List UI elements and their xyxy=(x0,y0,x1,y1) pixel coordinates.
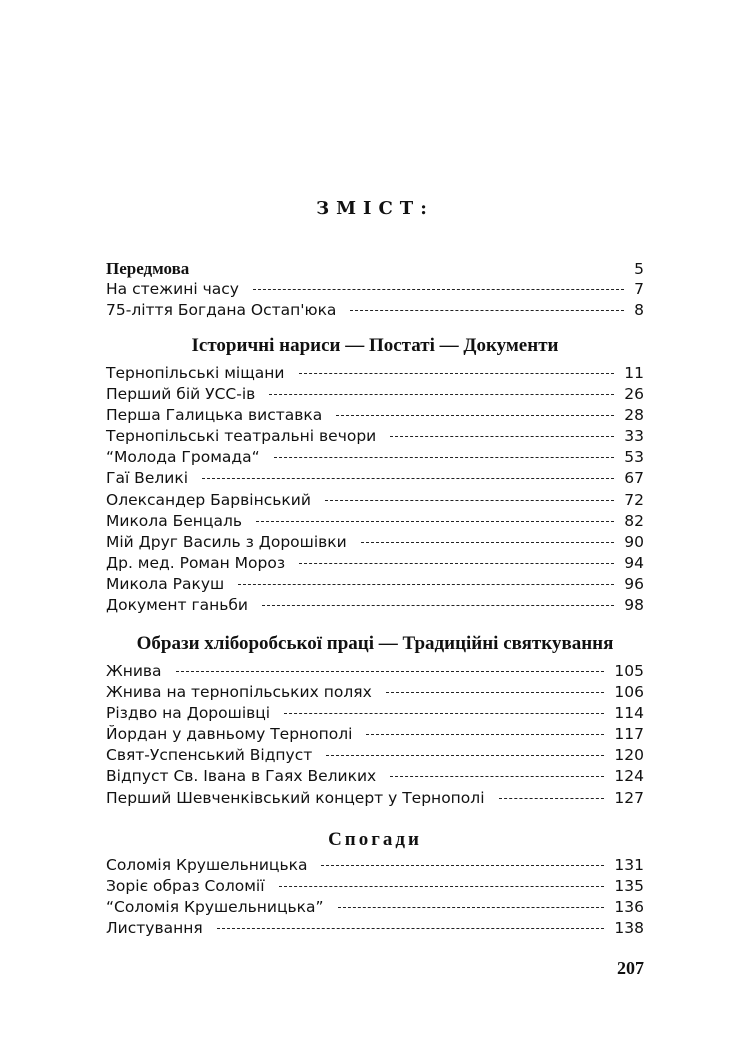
toc-entry-label: “Молода Громада“ xyxy=(106,448,260,467)
toc-entry xyxy=(106,468,644,489)
section-heading-memoirs: Спогади xyxy=(328,829,422,850)
section-entries-memoirs xyxy=(106,855,644,939)
toc-entry xyxy=(106,703,644,724)
toc-entry xyxy=(106,279,644,300)
toc-entry-page: 5 xyxy=(634,260,644,278)
leader-dots xyxy=(326,755,604,756)
toc-entry-page: 11 xyxy=(624,364,644,382)
toc-entry-page: 117 xyxy=(614,725,644,744)
toc-entry-page: 53 xyxy=(624,448,644,467)
toc-entry xyxy=(106,876,644,897)
leader-dots xyxy=(274,457,615,458)
toc-entry-label: Свят-Успенський Відпуст xyxy=(106,746,313,765)
toc-entry xyxy=(106,855,644,876)
toc-entry-label: Жнива на тернопільських полях xyxy=(106,683,372,702)
toc-entry-page: 124 xyxy=(614,767,644,786)
toc-entry-page: 82 xyxy=(624,511,644,530)
leader-dots xyxy=(253,289,624,290)
leader-dots xyxy=(336,415,614,416)
toc-entry xyxy=(106,745,644,766)
toc-entry-label: Документ ганьби xyxy=(106,596,248,615)
toc-entry xyxy=(106,300,644,321)
toc-entry xyxy=(106,384,644,405)
leader-dots xyxy=(256,521,614,522)
toc-entry-label: Жнива xyxy=(106,662,162,680)
toc-entry-page: 33 xyxy=(624,427,644,446)
toc-entry-label: 75-ліття Богдана Остап'юка xyxy=(106,301,337,320)
toc-entry xyxy=(106,682,644,703)
toc-entry-label: Передмова xyxy=(106,259,190,278)
page-number: 207 xyxy=(617,958,644,978)
toc-entry-label: Йордан у давньому Тернополі xyxy=(106,725,353,744)
leader-dots xyxy=(279,886,605,887)
toc-entry xyxy=(106,661,644,682)
toc-entry-label: Тернопільські міщани xyxy=(106,364,285,382)
toc-entry-page: 28 xyxy=(624,406,644,425)
toc-entry-page: 120 xyxy=(614,746,644,765)
toc-entry-page: 136 xyxy=(614,898,644,917)
toc-entry-page: 72 xyxy=(624,490,644,509)
toc-entry-page: 98 xyxy=(624,596,644,615)
toc-entry xyxy=(106,490,644,511)
leader-dots xyxy=(350,310,624,311)
toc-entry-label: Соломія Крушельницька xyxy=(106,856,308,874)
section-heading-traditions: Образи хліборобської праці — Традиційні святкування xyxy=(136,633,614,654)
toc-entry xyxy=(106,405,644,426)
toc-entry-page: 135 xyxy=(614,877,644,896)
toc-entry-page: 96 xyxy=(624,574,644,593)
toc-entry xyxy=(106,595,644,616)
toc-entry-label: “Соломія Крушельницька” xyxy=(106,898,324,917)
toc-entry xyxy=(106,553,644,574)
leader-dots xyxy=(269,394,614,395)
toc-entry-page: 106 xyxy=(614,683,644,702)
leader-dots xyxy=(338,907,605,908)
preface-list xyxy=(106,258,644,321)
toc-entry-page: 114 xyxy=(614,704,644,723)
leader-dots xyxy=(176,671,605,672)
toc-entry-label: Листування xyxy=(106,919,203,938)
leader-dots xyxy=(238,584,614,585)
toc-entry-label: Перший Шевченківський концерт у Тернополі xyxy=(106,788,485,807)
toc-entry-label: Микола Бенцаль xyxy=(106,511,243,530)
leader-dots xyxy=(325,500,614,501)
toc-entry-page: 127 xyxy=(614,788,644,807)
leader-dots xyxy=(284,713,604,714)
toc-entry xyxy=(106,532,644,553)
toc-entry xyxy=(106,918,644,939)
toc-entry xyxy=(106,897,644,918)
toc-entry-label: Тернопільські театральні вечори xyxy=(106,427,377,446)
toc-entry xyxy=(106,447,644,468)
leader-dots xyxy=(361,542,615,543)
toc-entry-page: 26 xyxy=(624,385,644,404)
leader-dots xyxy=(321,865,604,866)
toc-entry-label: Перший бій УСС-ів xyxy=(106,385,256,404)
toc-entry-label: На стежині часу xyxy=(106,280,239,299)
toc-entry xyxy=(106,426,644,447)
contents-title: ЗМІСТ: xyxy=(316,198,434,219)
toc-entry-label: Зоріє образ Соломії xyxy=(106,877,265,896)
toc-entry-label: Олександер Барвінський xyxy=(106,490,311,509)
toc-entry xyxy=(106,511,644,532)
section-entries-traditions xyxy=(106,661,644,809)
toc-entry xyxy=(106,258,644,279)
toc-entry xyxy=(106,766,644,787)
leader-dots xyxy=(217,928,605,929)
toc-entry-label: Микола Ракуш xyxy=(106,574,225,593)
toc-entry xyxy=(106,788,644,809)
leader-dots xyxy=(202,478,614,479)
toc-entry-page: 90 xyxy=(624,532,644,551)
toc-entry-page: 138 xyxy=(614,919,644,938)
toc-entry-page: 7 xyxy=(634,280,644,299)
toc-entry-page: 67 xyxy=(624,469,644,488)
leader-dots xyxy=(366,734,604,735)
toc-entry-label: Відпуст Св. Івана в Гаях Великих xyxy=(106,767,377,786)
leader-dots xyxy=(386,692,605,693)
leader-dots xyxy=(390,436,614,437)
section-entries-history xyxy=(106,363,644,616)
toc-entry-label: Перша Галицька виставка xyxy=(106,406,323,425)
toc-entry-label: Різдво на Дорошівці xyxy=(106,704,271,723)
toc-entry xyxy=(106,724,644,745)
toc-entry-page: 131 xyxy=(614,856,644,874)
leader-dots xyxy=(262,605,614,606)
toc-entry-label: Мій Друг Василь з Дорошівки xyxy=(106,532,347,551)
toc-entry-page: 8 xyxy=(634,301,644,320)
toc-entry xyxy=(106,574,644,595)
leader-dots xyxy=(499,798,605,799)
toc-entry xyxy=(106,363,644,384)
toc-entry-label: Гаї Великі xyxy=(106,469,189,488)
leader-dots xyxy=(299,563,614,564)
toc-entry-page: 105 xyxy=(614,662,644,680)
toc-entry-label: Др. мед. Роман Мороз xyxy=(106,553,286,572)
leader-dots xyxy=(299,373,615,374)
leader-dots xyxy=(390,776,604,777)
toc-entry-page: 94 xyxy=(624,553,644,572)
section-heading-history: Історичні нариси — Постаті — Документи xyxy=(191,335,559,356)
